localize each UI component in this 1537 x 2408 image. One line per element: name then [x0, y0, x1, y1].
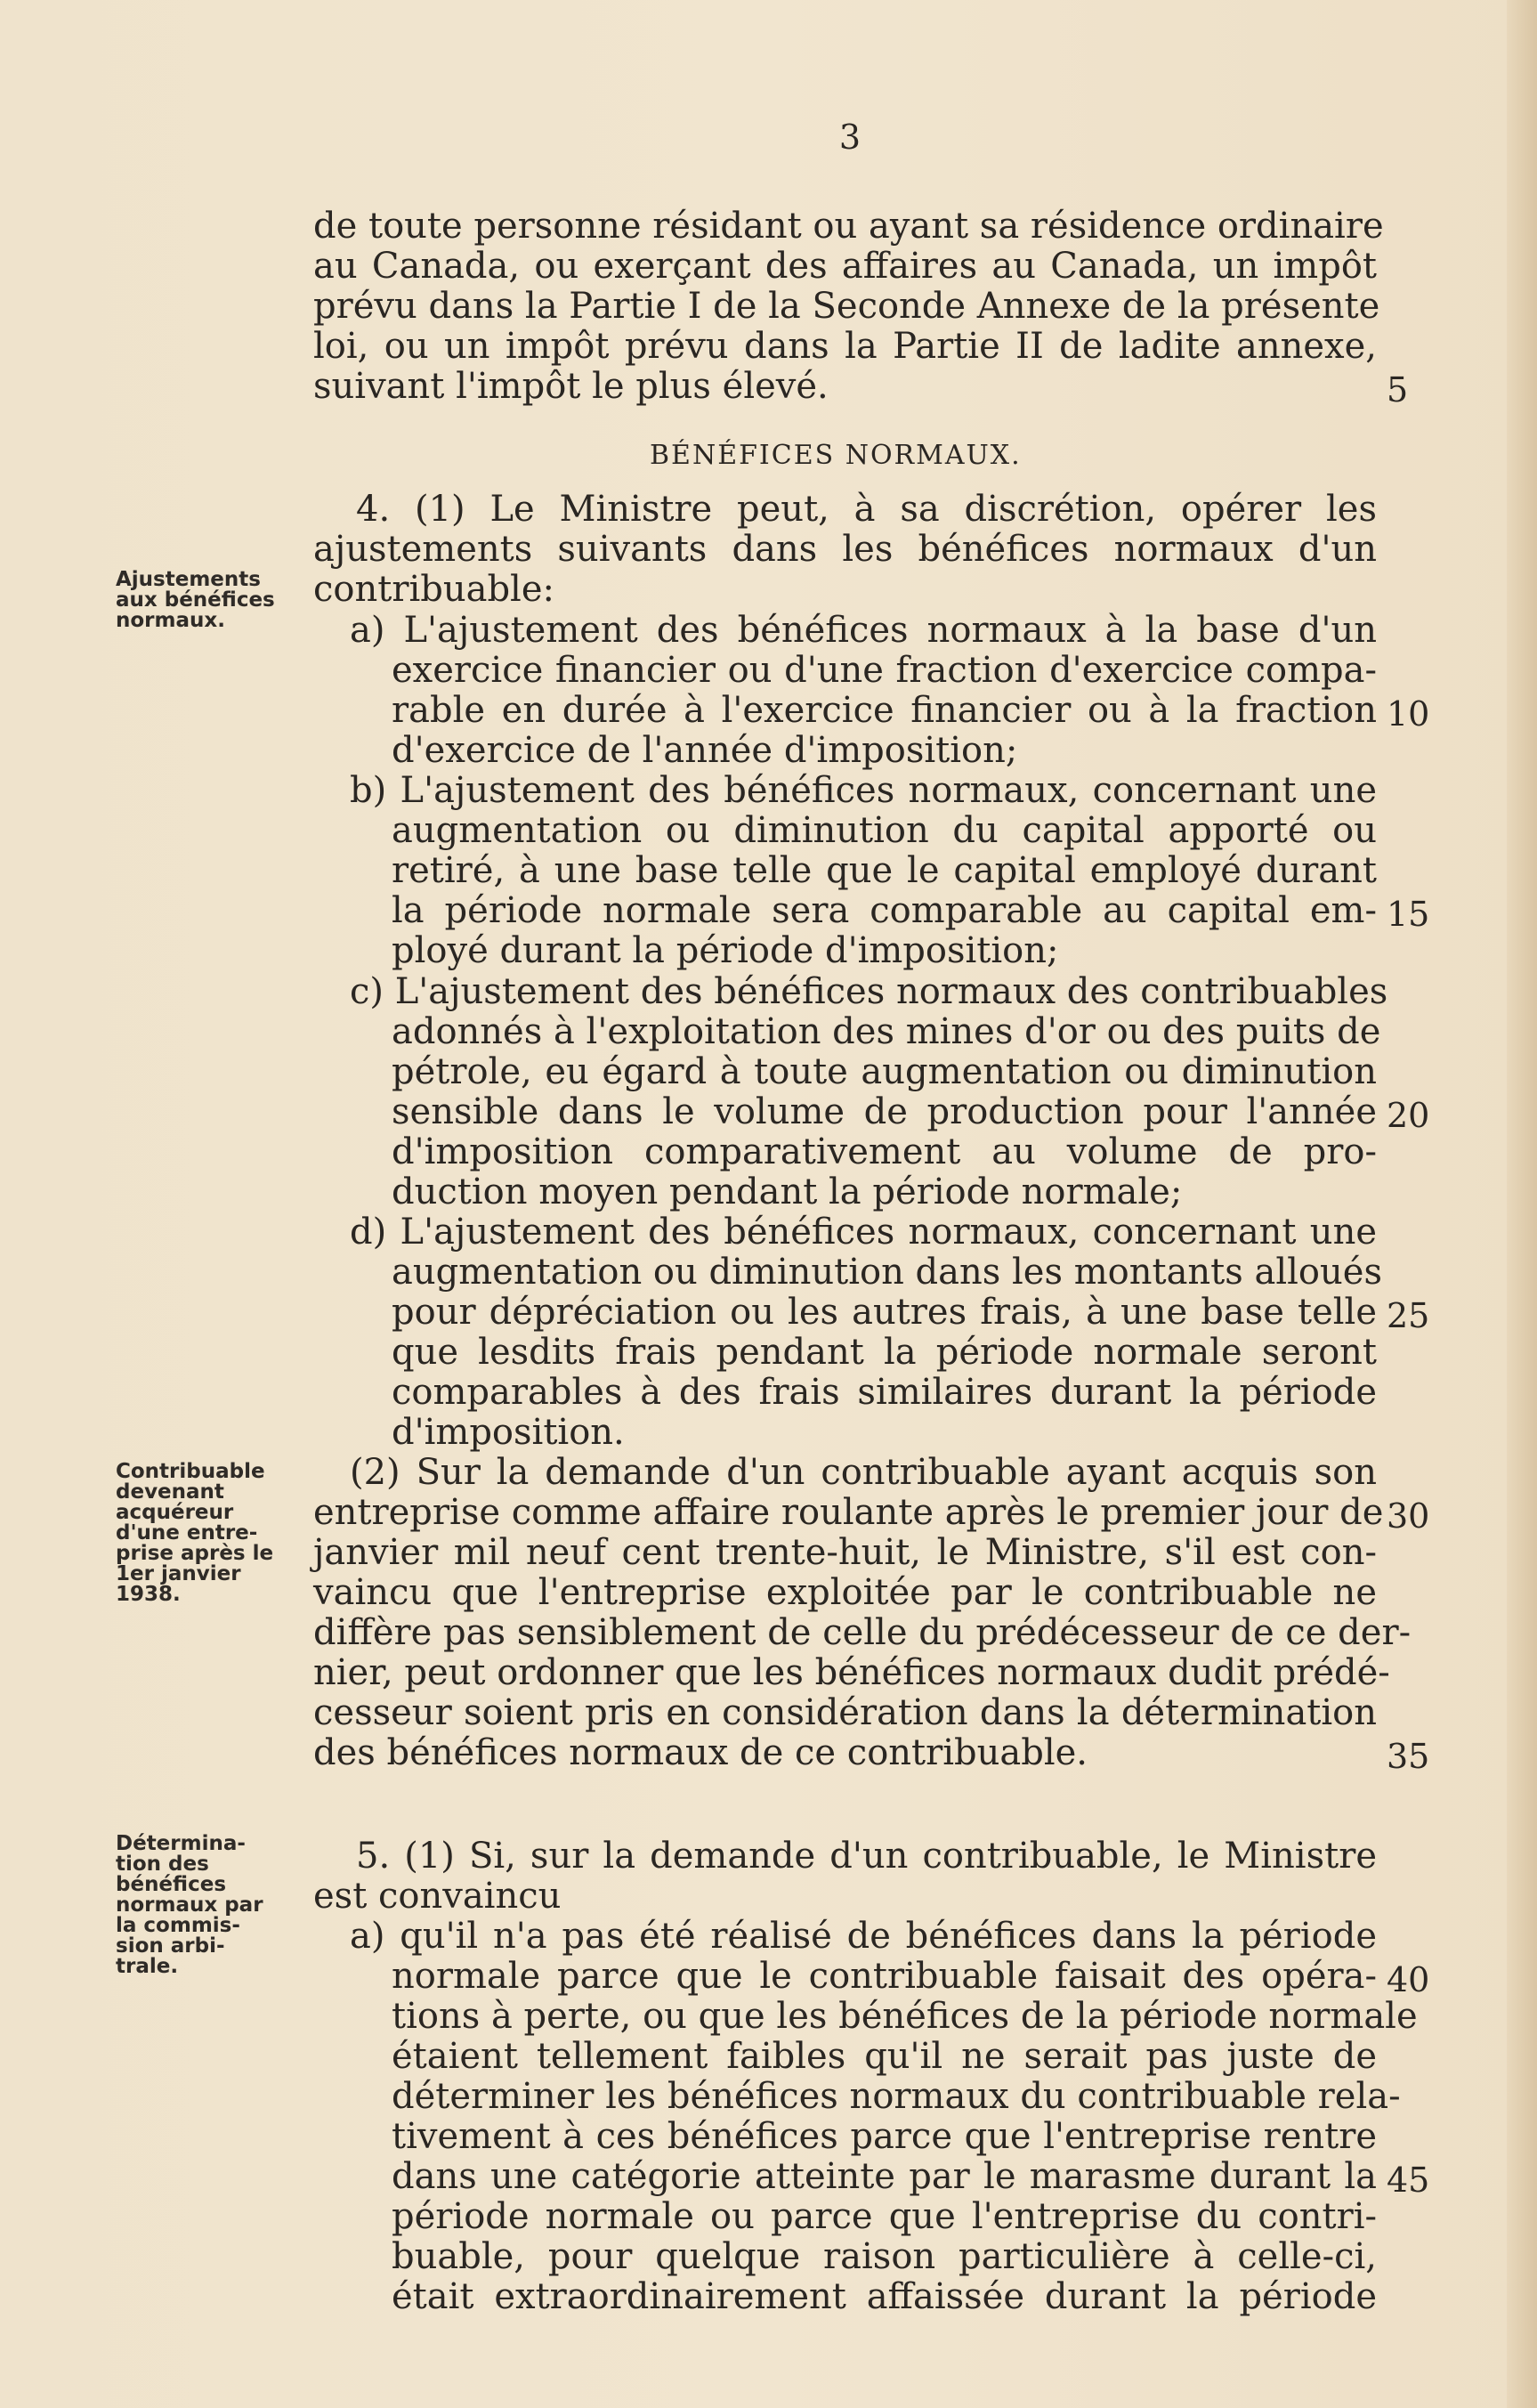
margin-note-line: normaux.: [116, 609, 225, 632]
margin-note: [116, 1462, 273, 1605]
margin-note: [116, 570, 275, 631]
margin-note-line: Ajustements: [116, 568, 261, 591]
text-line: suivant l'impôt le plus élevé.: [313, 366, 829, 407]
text-line: exercice financier ou d'une fraction d'exercice compa-: [392, 650, 1377, 691]
margin-note-line: sion arbi-: [116, 1934, 225, 1958]
text-line: vaincu que l'entreprise exploitée par le contribuable ne: [313, 1572, 1377, 1613]
text-line: comparables à des frais similaires durant la période: [392, 1372, 1377, 1413]
text-line: est convaincu: [313, 1876, 562, 1917]
margin-note-line: bénéfices: [116, 1873, 227, 1896]
text-line: était extraordinairement affaissée durant la période: [392, 2276, 1377, 2317]
text-line: 4. (1) Le Ministre peut, à sa discrétion, opérer les: [356, 489, 1377, 530]
margin-note-line: tion des: [116, 1853, 209, 1876]
text-line: rable en durée à l'exercice financier ou à la fraction: [392, 690, 1377, 731]
line-number: 15: [1387, 895, 1430, 934]
text-line: ployé durant la période d'imposition;: [392, 930, 1059, 971]
text-line: déterminer les bénéfices normaux du contribuable rela-: [392, 2076, 1401, 2117]
text-line: période normale ou parce que l'entreprise du contri-: [392, 2196, 1377, 2237]
text-line: tions à perte, ou que les bénéfices de la période normale: [392, 1996, 1418, 2037]
margin-note-line: normaux par: [116, 1893, 263, 1917]
text-line: normale parce que le contribuable faisait des opéra-: [392, 1956, 1377, 1997]
text-line: (2) Sur la demande d'un contribuable ayant acquis son: [350, 1452, 1377, 1493]
text-line: étaient tellement faibles qu'il ne serait pas juste de: [392, 2036, 1377, 2077]
text-line: c) L'ajustement des bénéfices normaux des contribuables: [350, 971, 1388, 1012]
page-edge-shadow: [1507, 0, 1537, 2408]
text-line: pétrole, eu égard à toute augmentation ou diminution: [392, 1051, 1377, 1092]
text-line: entreprise comme affaire roulante après le premier jour de: [313, 1492, 1384, 1533]
text-line: buable, pour quelque raison particulière à celle-ci,: [392, 2236, 1377, 2277]
text-line: dans une catégorie atteinte par le marasme durant la: [392, 2156, 1377, 2197]
text-line: sensible dans le volume de production pour l'année: [392, 1091, 1377, 1132]
margin-note-line: la commis-: [116, 1914, 240, 1937]
text-line: augmentation ou diminution du capital apporté ou: [392, 810, 1377, 851]
text-line: ajustements suivants dans les bénéfices normaux d'un: [313, 529, 1377, 570]
line-number: 20: [1387, 1096, 1430, 1135]
margin-note-line: trale.: [116, 1955, 179, 1978]
text-line: adonnés à l'exploitation des mines d'or ou des puits de: [392, 1011, 1381, 1052]
text-line: d'exercice de l'année d'imposition;: [392, 730, 1018, 771]
text-line: des bénéfices normaux de ce contribuable.: [313, 1732, 1088, 1773]
text-line: au Canada, ou exerçant des affaires au Canada, un impôt: [313, 246, 1377, 287]
line-number: 40: [1387, 1960, 1430, 1999]
margin-note-line: aux bénéfices: [116, 588, 275, 612]
margin-note-line: Détermina-: [116, 1832, 246, 1855]
margin-note-line: devenant: [116, 1480, 224, 1504]
margin-note-line: prise après le: [116, 1542, 274, 1565]
text-line: duction moyen pendant la période normale;: [392, 1172, 1183, 1212]
section-heading: BÉNÉFICES NORMAUX.: [650, 440, 1022, 471]
text-line: cesseur soient pris en considération dans la détermination: [313, 1692, 1377, 1733]
line-number: 5: [1387, 370, 1409, 409]
page-number: 3: [838, 118, 862, 157]
line-number: 45: [1387, 2161, 1430, 2200]
text-line: janvier mil neuf cent trente-huit, le Ministre, s'il est con-: [313, 1532, 1377, 1573]
text-line: de toute personne résidant ou ayant sa résidence ordinaire: [313, 206, 1384, 247]
text-line: nier, peut ordonner que les bénéfices normaux dudit prédé-: [313, 1652, 1390, 1693]
margin-note-line: 1938.: [116, 1583, 181, 1606]
text-line: prévu dans la Partie I de la Seconde Annexe de la présente: [313, 286, 1380, 327]
text-line: que lesdits frais pendant la période normale seront: [392, 1332, 1377, 1373]
text-line: d'imposition.: [392, 1412, 625, 1453]
text-line: d) L'ajustement des bénéfices normaux, concernant une: [350, 1212, 1377, 1253]
text-line: a) L'ajustement des bénéfices normaux à la base d'un: [350, 610, 1377, 651]
text-line: a) qu'il n'a pas été réalisé de bénéfices dans la période: [350, 1916, 1377, 1957]
text-line: augmentation ou diminution dans les montants alloués: [392, 1252, 1382, 1293]
text-line: b) L'ajustement des bénéfices normaux, concernant une: [350, 770, 1377, 811]
margin-note: [116, 1834, 263, 1977]
text-line: tivement à ces bénéfices parce que l'entreprise rentre: [392, 2116, 1377, 2157]
text-line: la période normale sera comparable au capital em-: [392, 890, 1377, 931]
text-line: loi, ou un impôt prévu dans la Partie II de ladite annexe,: [313, 326, 1377, 367]
margin-note-line: 1er janvier: [116, 1562, 241, 1585]
margin-note-line: d'une entre-: [116, 1521, 258, 1545]
line-number: 30: [1387, 1496, 1430, 1536]
line-number: 25: [1387, 1296, 1430, 1335]
text-line: d'imposition comparativement au volume de pro-: [392, 1131, 1377, 1172]
text-line: retiré, à une base telle que le capital employé durant: [392, 850, 1377, 891]
line-number: 35: [1387, 1737, 1430, 1776]
margin-note-line: acquéreur: [116, 1501, 234, 1524]
text-line: pour dépréciation ou les autres frais, à une base telle: [392, 1292, 1377, 1333]
line-number: 10: [1387, 694, 1430, 734]
margin-note-line: Contribuable: [116, 1460, 265, 1483]
text-line: 5. (1) Si, sur la demande d'un contribuable, le Ministre: [356, 1836, 1377, 1877]
text-line: contribuable:: [313, 569, 554, 610]
text-line: diffère pas sensiblement de celle du prédécesseur de ce der-: [313, 1612, 1412, 1653]
